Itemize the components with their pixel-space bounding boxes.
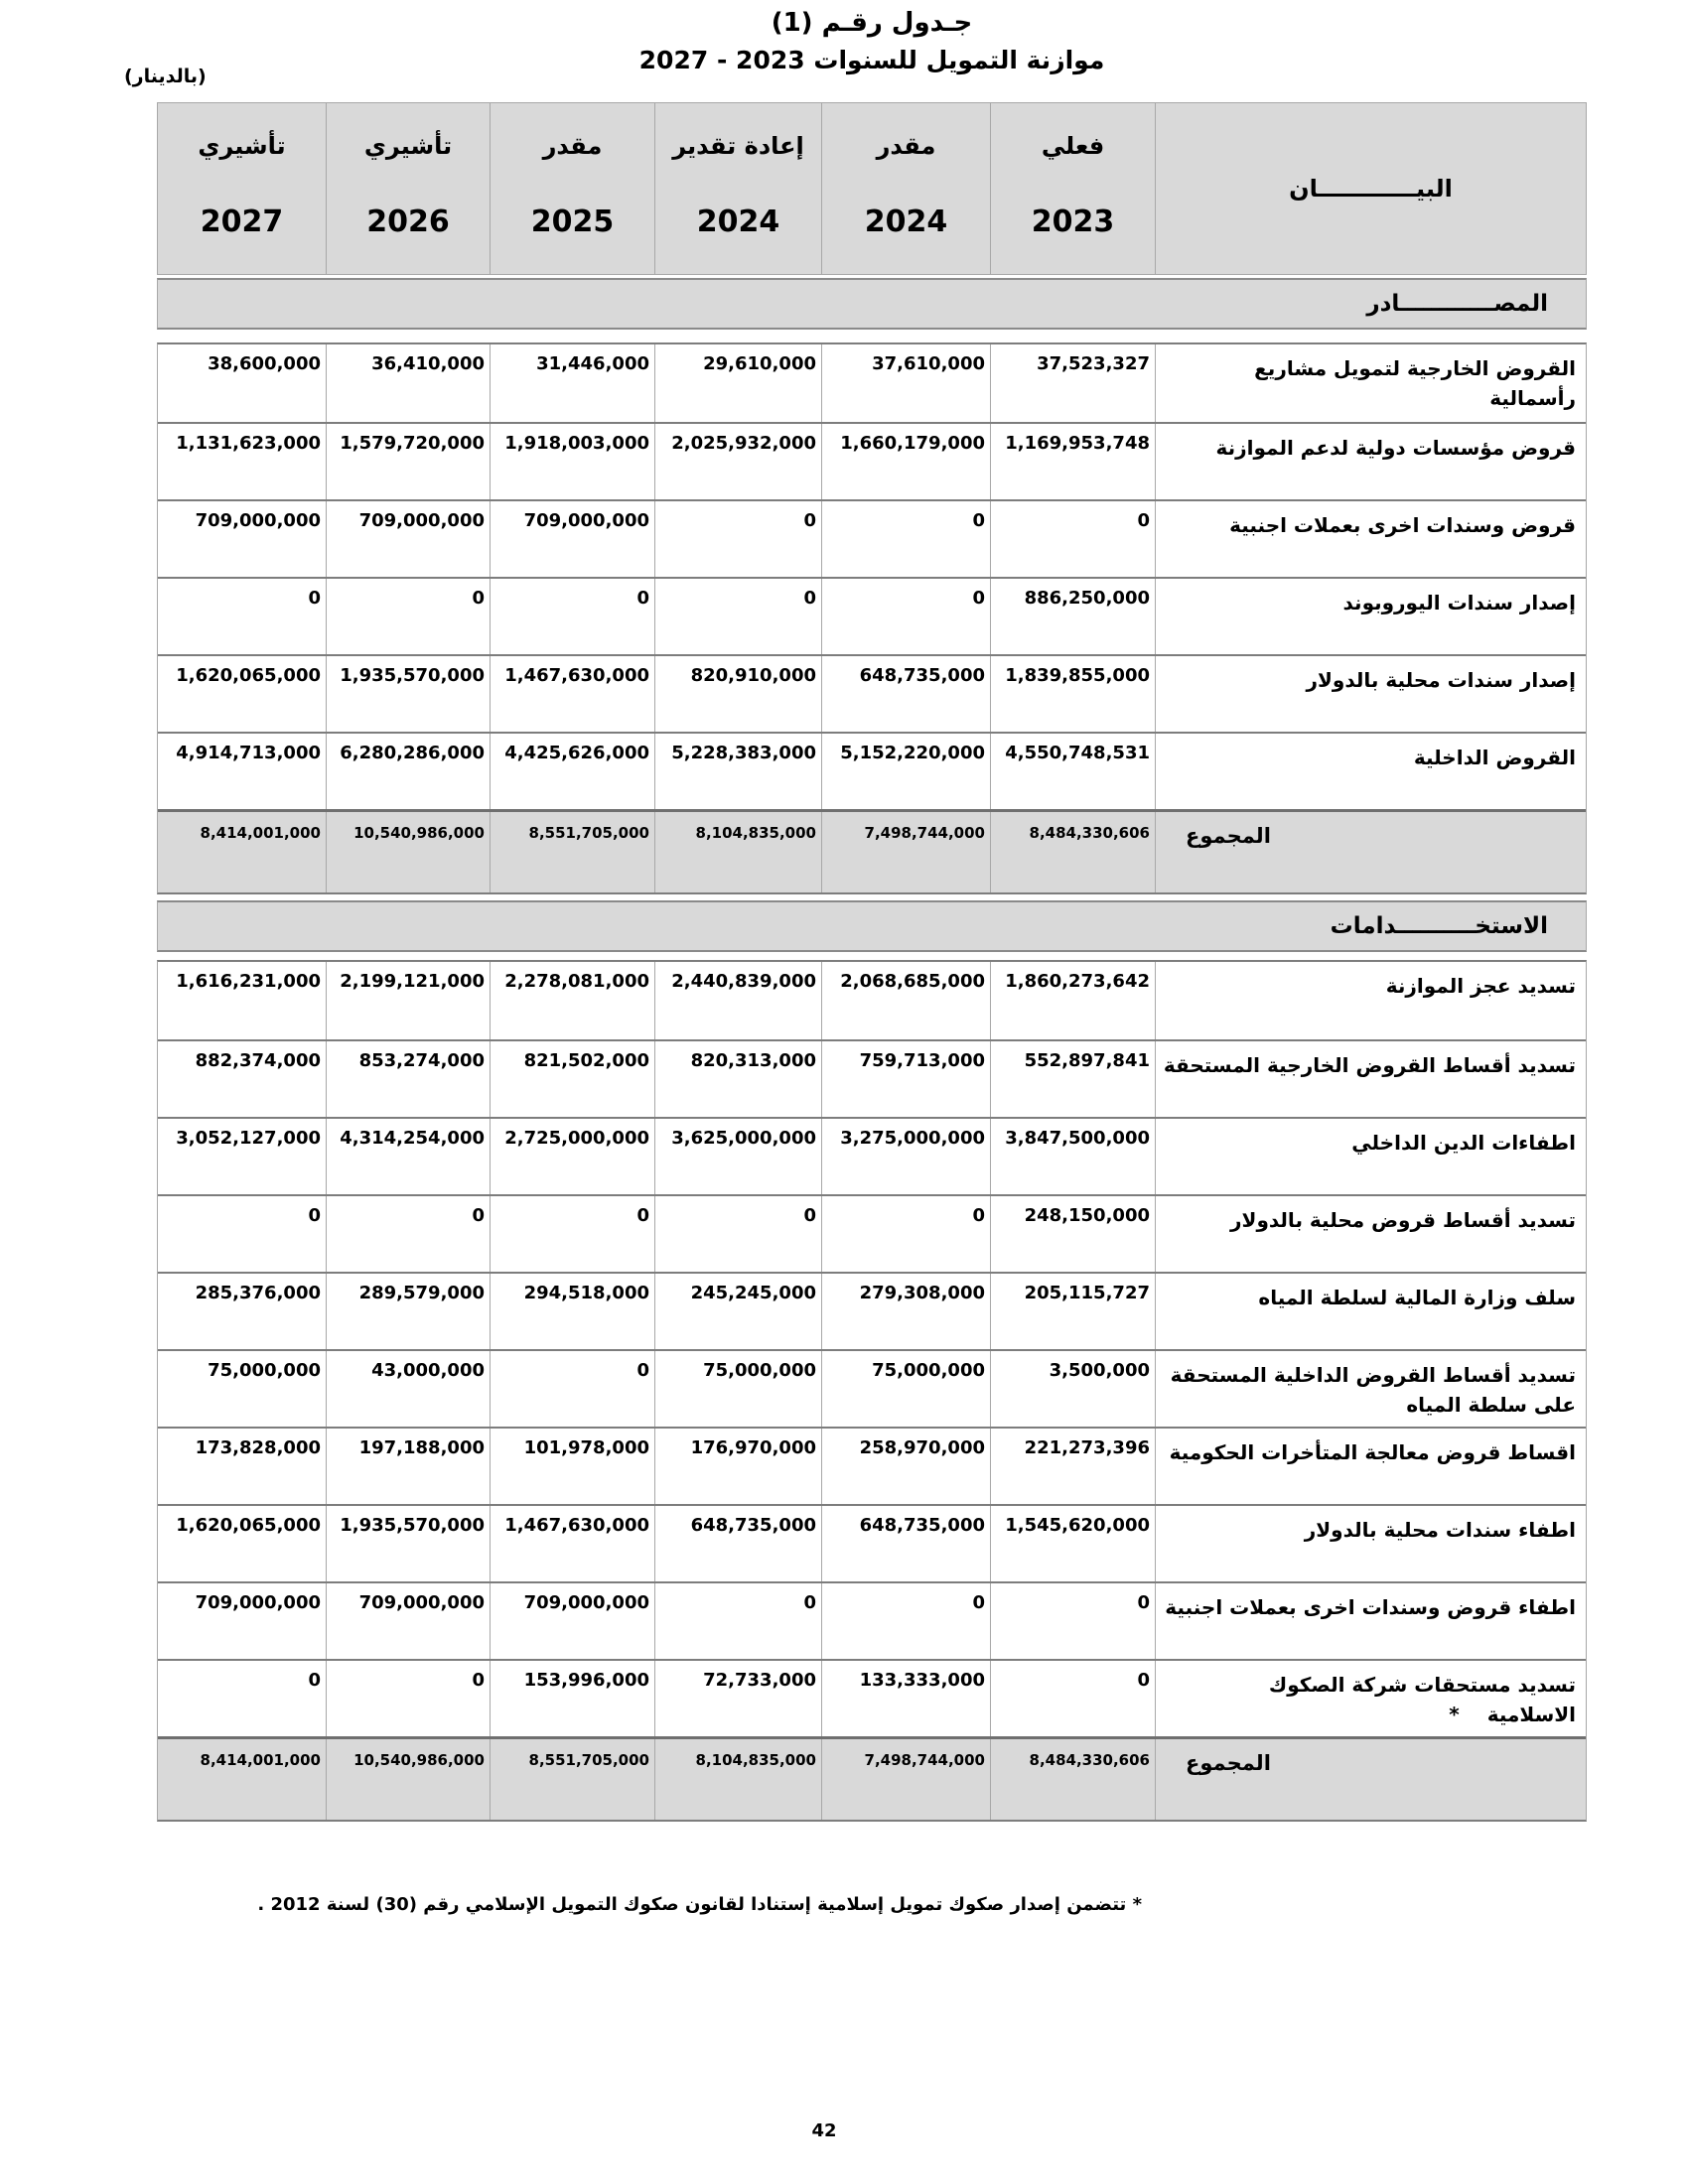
value-cell: 8,484,330,606	[990, 1739, 1155, 1820]
value-cell: 0	[821, 1583, 990, 1659]
value-cell: 197,188,000	[326, 1429, 490, 1504]
value-cell: 709,000,000	[326, 1583, 490, 1659]
table-row	[158, 654, 1586, 732]
value-cell: 294,518,000	[490, 1274, 654, 1349]
column-type-label: فعلي	[1041, 131, 1105, 160]
table-row	[158, 577, 1586, 654]
value-cell: 0	[654, 501, 821, 577]
sources-rows-block	[157, 342, 1587, 894]
table-row	[158, 962, 1586, 1039]
row-label-cell	[1155, 1739, 1586, 1820]
value-cell: 7,498,744,000	[821, 812, 990, 892]
uses-rows-block	[157, 960, 1587, 1822]
row-label-cell	[1155, 1506, 1586, 1581]
value-cell: 285,376,000	[195, 1283, 321, 1303]
row-label: تسديد أقساط قروض محلية بالدولار	[1230, 1208, 1576, 1232]
value-cell: 1,616,231,000	[176, 971, 321, 992]
value-cell: 2,725,000,000	[490, 1119, 654, 1194]
sources-section-title: المصــــــــــــادر	[1366, 291, 1548, 317]
row-label: القروض الخارجية لتمويل مشاريع رأسمالية	[1254, 356, 1576, 410]
value-cell: 173,828,000	[195, 1437, 321, 1458]
value-cell: 75,000,000	[654, 1351, 821, 1427]
table-number-title: جـدول رقـم (1)	[771, 8, 973, 38]
row-label-cell	[1155, 812, 1586, 892]
value-cell: 8,484,330,606	[990, 812, 1155, 892]
row-label: تسديد مستحقات شركة الصكوك الاسلامية	[1268, 1673, 1576, 1726]
value-cell: 0	[654, 1583, 821, 1659]
row-label-cell	[1155, 424, 1586, 499]
value-cell: 853,274,000	[326, 1041, 490, 1117]
value-cell: 0	[326, 579, 490, 654]
value-cell: 0	[326, 1661, 490, 1736]
financing-budget-table	[157, 102, 1587, 1822]
sukuk-footnote: * تتضمن إصدار صكوك تمويل إسلامية إستنادا لقانون صكوك التمويل الإسلامي رقم (30) لسنة 2012 .	[257, 1894, 1142, 1915]
row-label: تسديد أقساط القروض الخارجية المستحقة	[1163, 1053, 1576, 1077]
value-cell: 882,374,000	[195, 1050, 321, 1071]
value-cell: 1,860,273,642	[990, 962, 1155, 1039]
value-cell: 2,278,081,000	[490, 962, 654, 1039]
value-cell: 1,918,003,000	[490, 424, 654, 499]
value-cell: 4,550,748,531	[990, 734, 1155, 809]
value-cell: 75,000,000	[208, 1360, 321, 1381]
value-cell: 4,314,254,000	[326, 1119, 490, 1194]
value-cell: 709,000,000	[490, 501, 654, 577]
column-type-label: تأشيري	[363, 131, 453, 160]
value-cell: 8,414,001,000	[200, 1751, 321, 1769]
value-cell: 248,150,000	[990, 1196, 1155, 1272]
table-row	[158, 1117, 1586, 1194]
row-label-cell	[1155, 1196, 1586, 1272]
uses-section-title: الاستخــــــــــدامات	[1330, 913, 1548, 939]
table-row	[158, 732, 1586, 809]
column-year-label: 2023	[1031, 204, 1115, 239]
value-cell: 0	[654, 579, 821, 654]
value-cell: 1,935,570,000	[326, 1506, 490, 1581]
value-cell: 0	[490, 1351, 654, 1427]
row-label: سلف وزارة المالية لسلطة المياه	[1258, 1286, 1576, 1309]
page-number: 42	[811, 2120, 837, 2141]
value-cell: 1,131,623,000	[176, 433, 321, 454]
header-col-reestimate-2024	[654, 103, 821, 274]
value-cell: 10,540,986,000	[326, 1739, 490, 1820]
value-cell: 1,660,179,000	[821, 424, 990, 499]
statement-column-header: البيــــــــــــان	[1155, 103, 1586, 274]
table-header-row	[157, 102, 1587, 275]
value-cell: 3,052,127,000	[176, 1128, 321, 1149]
header-col-estimated-2025	[490, 103, 654, 274]
value-cell: 133,333,000	[821, 1661, 990, 1736]
value-cell: 2,068,685,000	[821, 962, 990, 1039]
row-label: اطفاءات الدين الداخلي	[1351, 1131, 1576, 1155]
row-label: اقساط قروض معالجة المتأخرات الحكومية	[1169, 1440, 1576, 1464]
header-col-indicative-2026	[326, 103, 490, 274]
value-cell: 8,414,001,000	[200, 824, 321, 842]
value-cell: 0	[990, 1661, 1155, 1736]
value-cell: 0	[490, 1196, 654, 1272]
row-label-cell	[1155, 1661, 1586, 1736]
row-label: إصدار سندات محلية بالدولار	[1306, 668, 1576, 692]
value-cell: 75,000,000	[821, 1351, 990, 1427]
value-cell: 36,410,000	[326, 344, 490, 422]
row-label: إصدار سندات اليوروبوند	[1342, 591, 1576, 614]
value-cell: 820,313,000	[654, 1041, 821, 1117]
uses-section-header	[157, 900, 1587, 952]
value-cell: 245,245,000	[654, 1274, 821, 1349]
row-label-cell	[1155, 1274, 1586, 1349]
value-cell: 648,735,000	[821, 656, 990, 732]
column-type-label: تأشيري	[198, 131, 286, 160]
value-cell: 886,250,000	[990, 579, 1155, 654]
value-cell: 3,625,000,000	[654, 1119, 821, 1194]
row-label-cell	[1155, 734, 1586, 809]
value-cell: 101,978,000	[490, 1429, 654, 1504]
value-cell: 10,540,986,000	[326, 812, 490, 892]
row-label: المجموع	[1186, 824, 1271, 848]
value-cell: 648,735,000	[654, 1506, 821, 1581]
value-cell: 153,996,000	[490, 1661, 654, 1736]
value-cell: 289,579,000	[326, 1274, 490, 1349]
value-cell: 29,610,000	[654, 344, 821, 422]
row-label-cell	[1155, 656, 1586, 732]
value-cell: 1,620,065,000	[176, 665, 321, 686]
value-cell: 759,713,000	[821, 1041, 990, 1117]
column-year-label: 2024	[696, 204, 780, 239]
value-cell: 38,600,000	[208, 353, 321, 374]
value-cell: 8,104,835,000	[654, 812, 821, 892]
value-cell: 709,000,000	[195, 1592, 321, 1613]
currency-unit-note: (بالدينار)	[124, 66, 207, 87]
value-cell: 1,839,855,000	[990, 656, 1155, 732]
row-label-cell	[1155, 579, 1586, 654]
value-cell: 176,970,000	[654, 1429, 821, 1504]
row-label: اطفاء سندات محلية بالدولار	[1304, 1518, 1576, 1542]
value-cell: 221,273,396	[990, 1429, 1155, 1504]
column-year-label: 2026	[366, 204, 450, 239]
value-cell: 6,280,286,000	[326, 734, 490, 809]
column-year-label: 2025	[530, 204, 615, 239]
value-cell: 0	[490, 579, 654, 654]
value-cell: 0	[821, 579, 990, 654]
value-cell: 37,610,000	[821, 344, 990, 422]
row-label-cell	[1155, 1429, 1586, 1504]
value-cell: 2,440,839,000	[654, 962, 821, 1039]
table-row	[158, 1349, 1586, 1427]
value-cell: 709,000,000	[195, 510, 321, 531]
table-row	[158, 344, 1586, 422]
table-row	[158, 809, 1586, 892]
value-cell: 1,935,570,000	[326, 656, 490, 732]
row-label-cell	[1155, 1351, 1586, 1427]
value-cell: 8,104,835,000	[654, 1739, 821, 1820]
value-cell: 2,025,932,000	[654, 424, 821, 499]
value-cell: 0	[308, 588, 321, 609]
value-cell: 648,735,000	[821, 1506, 990, 1581]
value-cell: 3,847,500,000	[990, 1119, 1155, 1194]
row-label-cell	[1155, 344, 1586, 422]
row-label: تسديد أقساط القروض الداخلية المستحقة على سلطة المياه	[1170, 1363, 1576, 1417]
row-label: قروض وسندات اخرى بعملات اجنبية	[1229, 513, 1576, 537]
value-cell: 0	[326, 1196, 490, 1272]
value-cell: 821,502,000	[490, 1041, 654, 1117]
row-label-cell	[1155, 1119, 1586, 1194]
value-cell: 0	[308, 1670, 321, 1691]
table-row	[158, 1736, 1586, 1820]
value-cell: 3,500,000	[990, 1351, 1155, 1427]
table-row	[158, 1659, 1586, 1736]
value-cell: 552,897,841	[990, 1041, 1155, 1117]
value-cell: 4,914,713,000	[176, 743, 321, 763]
row-label: القروض الداخلية	[1413, 746, 1576, 769]
value-cell: 0	[990, 1583, 1155, 1659]
value-cell: 279,308,000	[821, 1274, 990, 1349]
table-row	[158, 422, 1586, 499]
value-cell: 5,228,383,000	[654, 734, 821, 809]
row-label-cell	[1155, 501, 1586, 577]
value-cell: 0	[990, 501, 1155, 577]
table-subject-title: موازنة التمويل للسنوات 2023 - 2027	[638, 46, 1105, 74]
table-row	[158, 1504, 1586, 1581]
value-cell: 5,152,220,000	[821, 734, 990, 809]
header-col-actual-2023	[990, 103, 1155, 274]
value-cell: 258,970,000	[821, 1429, 990, 1504]
value-cell: 8,551,705,000	[490, 812, 654, 892]
value-cell: 0	[821, 501, 990, 577]
value-cell: 4,425,626,000	[490, 734, 654, 809]
value-cell: 1,620,065,000	[176, 1515, 321, 1536]
value-cell: 2,199,121,000	[326, 962, 490, 1039]
value-cell: 3,275,000,000	[821, 1119, 990, 1194]
table-row	[158, 1427, 1586, 1504]
value-cell: 1,467,630,000	[490, 656, 654, 732]
row-label: قروض مؤسسات دولية لدعم الموازنة	[1215, 436, 1576, 460]
value-cell: 1,169,953,748	[990, 424, 1155, 499]
document-title-block	[157, 8, 1587, 74]
table-row	[158, 499, 1586, 577]
column-type-label: مقدر	[542, 131, 603, 160]
value-cell: 1,467,630,000	[490, 1506, 654, 1581]
value-cell: 0	[308, 1205, 321, 1226]
value-cell: 31,446,000	[490, 344, 654, 422]
row-label-cell	[1155, 1041, 1586, 1117]
row-label: تسديد عجز الموازنة	[1385, 974, 1576, 998]
column-type-label: مقدر	[876, 131, 936, 160]
row-label: المجموع	[1186, 1751, 1271, 1775]
value-cell: 43,000,000	[326, 1351, 490, 1427]
value-cell: 709,000,000	[326, 501, 490, 577]
column-year-label: 2027	[200, 204, 284, 239]
header-col-indicative-2027	[158, 103, 326, 274]
row-label-cell	[1155, 962, 1586, 1039]
value-cell: 37,523,327	[990, 344, 1155, 422]
value-cell: 205,115,727	[990, 1274, 1155, 1349]
column-type-label: إعادة تقدير	[672, 131, 804, 160]
value-cell: 0	[821, 1196, 990, 1272]
footnote-marker: *	[1449, 1703, 1460, 1726]
value-cell: 820,910,000	[654, 656, 821, 732]
sources-section-header	[157, 278, 1587, 330]
column-year-label: 2024	[864, 204, 948, 239]
table-row	[158, 1272, 1586, 1349]
value-cell: 1,579,720,000	[326, 424, 490, 499]
table-row	[158, 1581, 1586, 1659]
header-col-estimated-2024	[821, 103, 990, 274]
value-cell: 0	[654, 1196, 821, 1272]
row-label: اطفاء قروض وسندات اخرى بعملات اجنبية	[1165, 1595, 1576, 1619]
value-cell: 8,551,705,000	[490, 1739, 654, 1820]
table-row	[158, 1194, 1586, 1272]
value-cell: 72,733,000	[654, 1661, 821, 1736]
table-row	[158, 1039, 1586, 1117]
value-cell: 709,000,000	[490, 1583, 654, 1659]
value-cell: 7,498,744,000	[821, 1739, 990, 1820]
value-cell: 1,545,620,000	[990, 1506, 1155, 1581]
row-label-cell	[1155, 1583, 1586, 1659]
